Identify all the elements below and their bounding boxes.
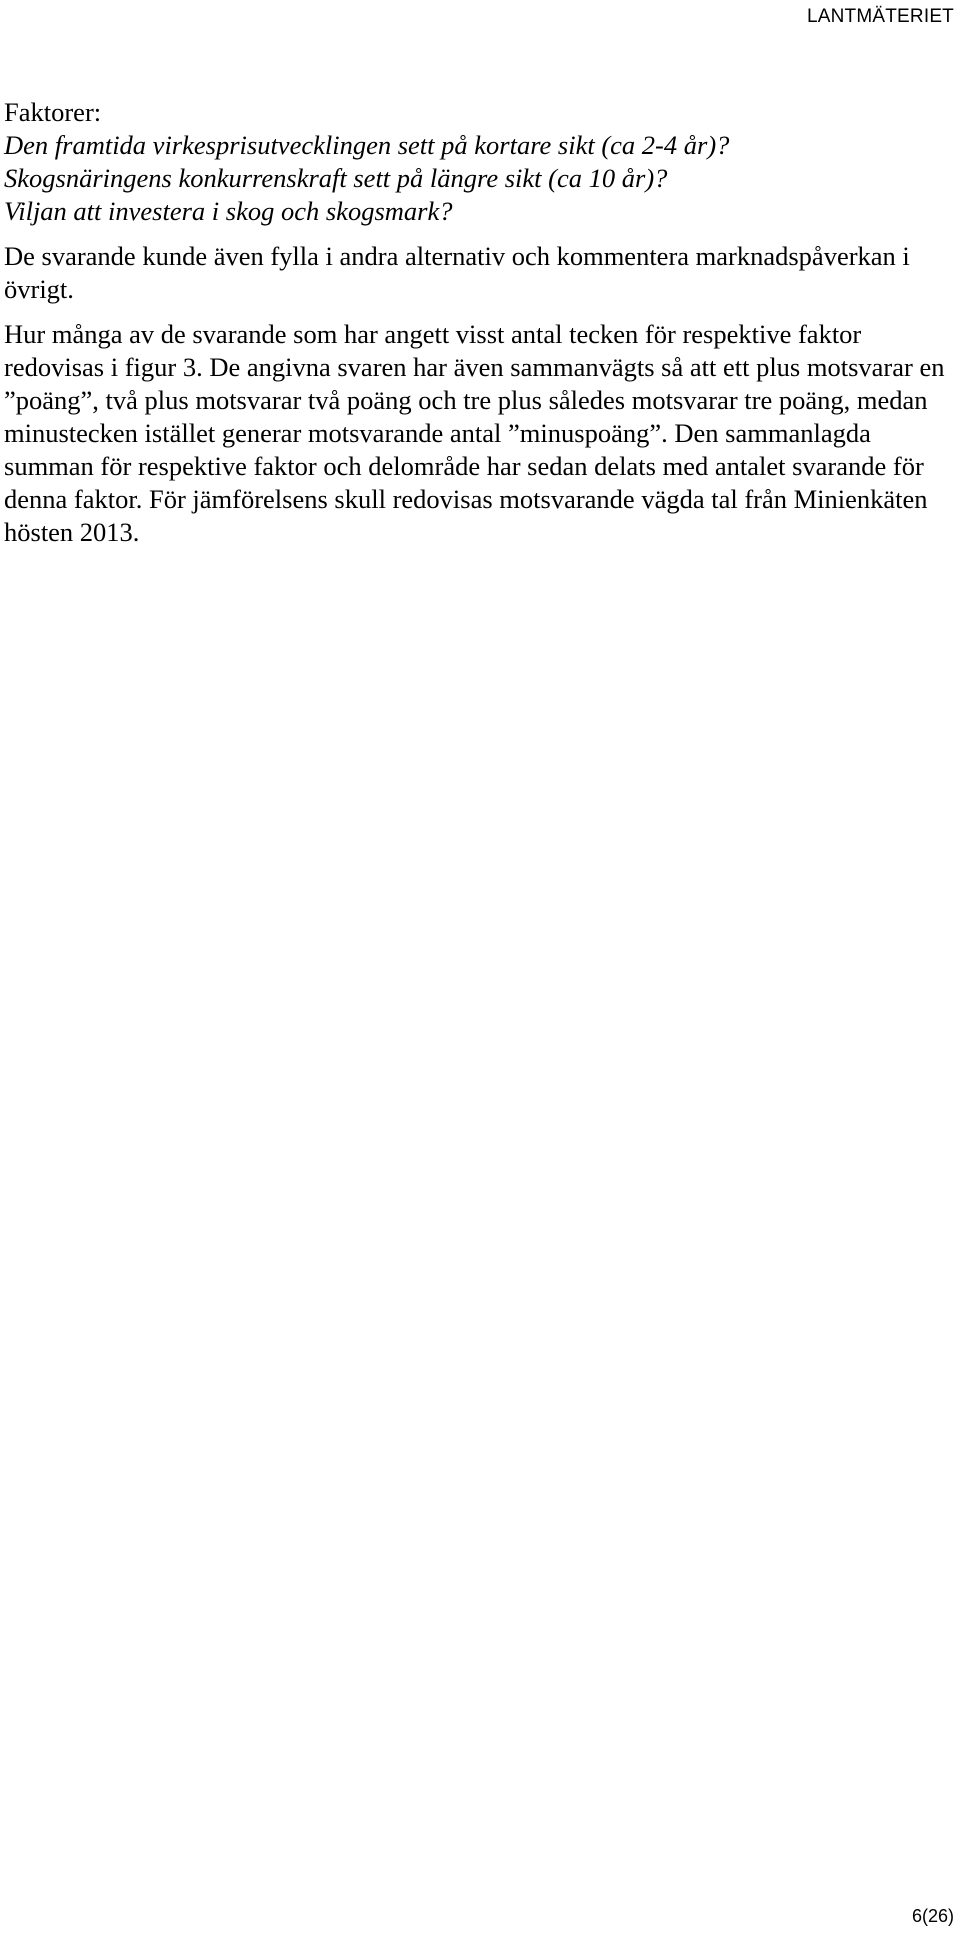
factor-item-investment: Viljan att investera i skog och skogsmark? (4, 196, 453, 226)
factor-item-price: Den framtida virkesprisutvecklingen sett på kortare sikt (ca 2-4 år)? (4, 130, 730, 160)
paragraph-method: Hur många av de svarande som har angett visst antal tecken för respektive faktor redovisas i figur 3. De angivna svaren har även sammanvägts så att ett plus motsvarar en ”poäng”, två plus motsvarar två poäng och tre plus således motsvarar tre poäng, medan minustecken istället generar motsvarande antal ”minuspoäng”. Den sammanlagda summan för respektive faktor och delområde har sedan delats med antalet svarande för denna faktor. För jämförelsens skull redovisas motsvarande vägda tal från Minienkäten hösten 2013. (4, 319, 945, 547)
header-org-name: LANTMÄTERIET (806, 6, 954, 27)
factors-heading: Faktorer: (4, 97, 102, 127)
document-body (4, 96, 954, 549)
page-number: 6(26) (911, 1906, 954, 1926)
factor-item-competitiveness: Skogsnäringens konkurrenskraft sett på längre sikt (ca 10 år)? (4, 163, 668, 193)
paragraph-alternatives: De svarande kunde även fylla i andra alternativ och kommentera marknadspåverkan i övrigt. (4, 241, 910, 304)
